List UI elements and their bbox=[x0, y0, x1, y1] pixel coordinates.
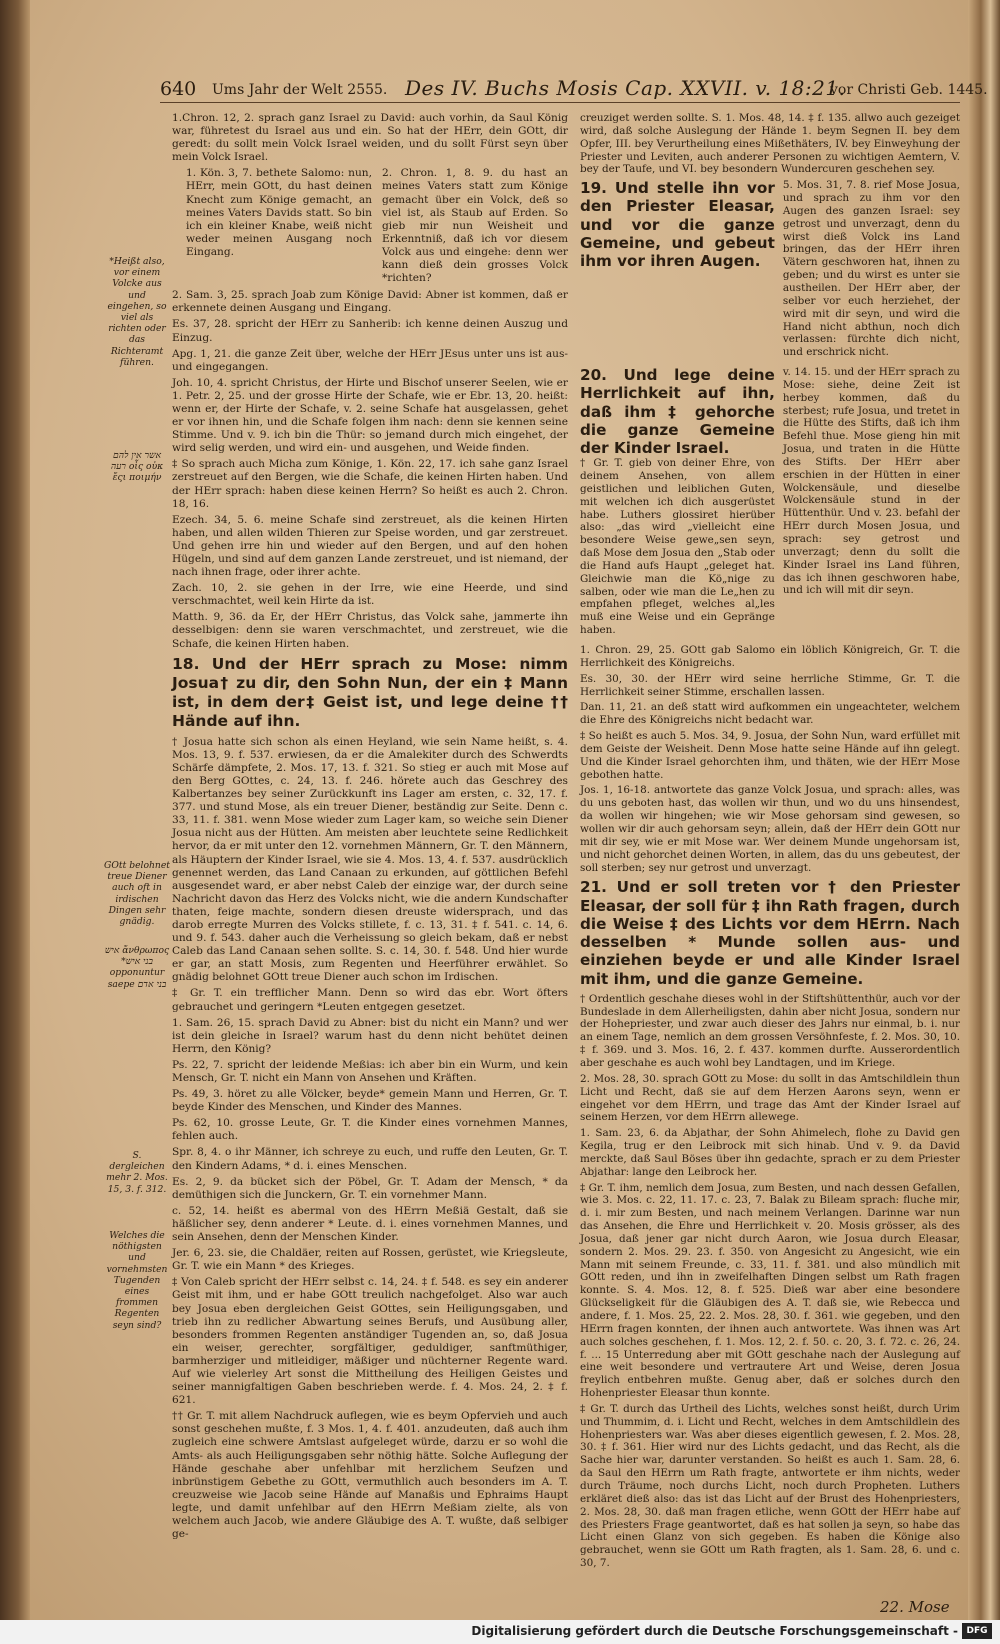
commentary-paragraph: ‡ Gr. T. ihm, nemlich dem Josua, zum Besten, und nach dessen Gefallen, wie 3. Mos. c. 22, 11. 17. c. 23, 7. Balak zu Bileam sprach: fluche mir, d. i. mir zum Besten, und nach meinem Verlangen. Darinne war nun das Ansehen, die Ehre und Herrlichkeit v. 20. Mosis grösser, als des Josua, daß jener gar nicht durch Aaron, wie Josua durch Eleasar, sondern 2. Mos. 29. 23. f. 350. von Angesicht zu Angesicht, wie ein Mann mit seinem Freunde, c. 33, 11. f. 381. und also mündlich mit GOtt reden, und ihn in zweifelhaften Dingen selbst um Rath fragen konnte. S. 4. Mos. 12, 8. f. 525. Dieß war aber eine besondere Glückseligkeit für die Gläubigen des A. T. daß sie, wie Rebecca und andere, f. 1. Mos. 25, 22. 2. Mos. 28, 30. f. 361. wie gegeben, und den HErrn fragen konnten, der ihnen auch antwortete. Was ihnen was Art auch solches geschehen, f. 1. Mos. 12, 2. f. 50. c. 20, 3. f. 72. c. 26, 24. f. ... 15 Unterredung aber mit GOtt geschahe nach der Auslegung auf eine weit besondere und vertrautere Art und Weise, deren Josua freylich entbehren mußte. Genug aber, daß er solches durch den Hohenpriester Eleasar thun konnte. bbox=[580, 1181, 960, 1400]
commentary-paragraph: Es. 30, 30. der HErr wird seine herrliche Stimme, Gr. T. die Herrlichkeit seiner Stimme, erschallen lassen. bbox=[580, 672, 960, 698]
bible-verse-20: 20. Und lege deine Herrlichkeit auf ihn, daß ihm ‡ gehorche die ganze Gemeine der Kinder Israel. bbox=[580, 366, 775, 457]
header-rule bbox=[160, 102, 960, 103]
commentary-paragraph: creuziget werden sollte. S. 1. Mos. 48, 14. ‡ f. 135. allwo auch gezeiget wird, daß solche Auslegung der Hände 1. beym Segnen II. bey dem Opfer, III. bey Verurtheilung eines Mißethäters, IV. bey Einweyhung der Priester und Leviten, auch anderer Personen zu wichtigen Aemtern, V. bey der Taufe, und VI. bey besondern Wundercuren geschehen sey. bbox=[580, 112, 960, 176]
margin-note: *Heißt also, vor einem Volcke aus und eingehen, so viel als richten oder das Richteramt führen. bbox=[107, 256, 167, 368]
catchword: 22. Mose bbox=[880, 1598, 950, 1616]
bible-verse-19: 19. Und stelle ihn vor den Priester Eleasar, und vor die ganze Gemeine, und gebeut ihm vor ihren Augen. bbox=[580, 179, 775, 271]
commentary-paragraph: ‡ Von Caleb spricht der HErr selbst c. 14, 24. ‡ f. 548. es sey ein anderer Geist mit ihm, und er habe GOtt treulich nachgefolget. Also war auch bey Josua eben dergleichen Geist GOttes, sein Heiligungsgaben, und trieb ihn zu redlicher Abwartung seines Berufs, und Ausübung aller, besonders frommen Regenten anständiger Tugenden an, so, daß Josua ein weiser, gerechter, sorgfältiger, geduldiger, sanftmüthiger, barmherziger und mitleidiger, mäßiger und nüchterner Regente ward. Auf wie vielerley Art sonst die Mittheilung des Heiligen Geistes und seiner mannigfaltigen Gaben beschrieben werde. f. 4. Mos. 24, 2. ‡ f. 621. bbox=[172, 1276, 568, 1407]
book-binding bbox=[0, 0, 30, 1644]
right-column bbox=[580, 112, 960, 1573]
margin-note: איש ἄνθρωπος *בני איש opponuntur saepe בני אדם bbox=[104, 945, 170, 990]
commentary-paragraph: Apg. 1, 21. die ganze Zeit über, welche der HErr JEsus unter uns ist aus- und eingegangen. bbox=[172, 347, 568, 373]
running-title: Des IV. Buchs Mosis Cap. XXVII. v. 18:21. bbox=[405, 76, 846, 100]
commentary-paragraph: Ps. 22, 7. spricht der leidende Meßias: ich aber bin ein Wurm, und kein Mensch, Gr. T. nicht ein Mann von Ansehen und Kräften. bbox=[172, 1058, 568, 1084]
margin-note: S. dergleichen mehr 2. Mos. 15, 3. f. 312. bbox=[106, 1150, 168, 1195]
commentary-paragraph: ‡ So heißt es auch 5. Mos. 34, 9. Josua, der Sohn Nun, ward erfüllet mit dem Geiste der Weisheit. Denn Mose hatte seine Hände auf ihn gelegt. Und die Kinder Israel gehorchten ihm, und thäten, wie der HErr Mose gebothen hatte. bbox=[580, 730, 960, 781]
commentary-paragraph: 1.Chron. 12, 2. sprach ganz Israel zu David: auch vorhin, da Saul König war, führetest du Israel aus und ein. So hat der HErr, dein GOtt, dir geredt: du sollt mein Volck Israel weiden, und du sollt Fürst seyn über mein Volck Israel. bbox=[172, 112, 568, 164]
commentary-paragraph: †† Gr. T. mit allem Nachdruck auflegen, wie es beym Opfervieh und auch sonst geschehen mußte, f. 3 Mos. 1, 4. f. 401. anzudeuten, daß auch ihm zugleich eine schwere Amtslast aufgeleget würde, darzu er so wohl die Amts- als auch Heiligungsgaben sehr nöthig hätte. Solche Auflegung der Hände geschahe aber unfehlbar mit herzlichem Seufzen und inbrünstigem Gebethe zu GOtt, vermuthlich auch besonders im A. T. creuzweise wie Jacob seine Hände auf Manaßis und Ephraims Haupt legte, und damit unfehlbar auf den HErrn Meßiam zielte, als von welchem auch Jacob, wie andere Gläubige des A. T. wußte, daß selbiger ge- bbox=[172, 1410, 568, 1541]
margin-note: GOtt belohnet treue Diener auch oft in irdischen Dingen sehr gnädig. bbox=[104, 860, 170, 928]
commentary-paragraph: Matth. 9, 36. da Er, der HErr Christus, das Volck sahe, jammerte ihn desselbigen: denn sie waren verschmachtet, und zerstreuet, wie die Schafe, die keinen Hirten haben. bbox=[172, 611, 568, 650]
verse-with-commentary bbox=[580, 366, 960, 640]
commentary-paragraph: 2. Mos. 28, 30. sprach GOtt zu Mose: du sollt in das Amtschildlein thun Licht und Recht, daß sie auf dem Herzen Aarons seyn, wenn er eingehet vor dem HErrn, und trage das Amt der Kinder Israel auf seinem Herzen, vor dem HErrn allewege. bbox=[580, 1072, 960, 1124]
commentary-paragraph: 1. Kön. 3, 7. bethete Salomo: nun, HErr, mein GOtt, du hast deinen Knecht zum Könige gemacht, an meines Vaters Davids statt. So bin ich ein kleiner Knabe, weiß nicht weder meinen Ausgang noch Eingang. bbox=[186, 167, 372, 258]
commentary-paragraph: 1. Sam. 26, 15. sprach David zu Abner: bist du nicht ein Mann? und wer ist dein gleiche in Israel? warum hast du denn nicht behütet deinen Herrn, den König? bbox=[172, 1016, 568, 1055]
commentary-paragraph: 1. Chron. 29, 25. GOtt gab Salomo ein löblich Königreich, Gr. T. die Herrlichkeit des Königreichs. bbox=[580, 644, 960, 669]
commentary-paragraph: Es. 37, 28. spricht der HErr zu Sanherib: ich kenne deinen Auszug und Einzug. bbox=[172, 318, 568, 344]
commentary-paragraph: Ps. 49, 3. höret zu alle Völcker, beyde* gemein Mann und Herren, Gr. T. beyde Kinder des Menschen, und Kinder des Mannes. bbox=[172, 1088, 568, 1114]
commentary-paragraph: Ps. 62, 10. grosse Leute, Gr. T. die Kinder eines vornehmen Mannes, fehlen auch. bbox=[172, 1117, 568, 1143]
running-era: vor Christi Geb. 1445. bbox=[830, 82, 988, 98]
bible-verse-18: 18. Und der HErr sprach zu Mose: nimm Josua† zu dir, den Sohn Nun, der ein ‡ Mann ist, in dem der‡ Geist ist, und lege deine †† Hände auf ihn. bbox=[172, 654, 568, 730]
commentary-paragraph: Es. 2, 9. da bücket sich der Pöbel, Gr. T. Adam der Mensch, * da demüthigen sich die Junckern, Gr. T. ein vornehmer Mann. bbox=[172, 1175, 568, 1201]
commentary-paragraph: ‡ Gr. T. ein trefflicher Mann. Denn so wird das ebr. Wort öfters gebrauchet und geringern *Leuten entgegen gesetzet. bbox=[172, 987, 568, 1013]
commentary-paragraph: † Josua hatte sich schon als einen Heyland, wie sein Name heißt, s. 4. Mos. 13, 9. f. 537. erwiesen, da er die Amalekiter durch des Schwerdts Schärfe dämpfete, 2. Mos. 17, 13. f. 321. So stieg er auch mit Mose auf den Berg GOttes, c. 24, 13. f. 246. hörete auch das Geschrey des Kalbertanzes bey seiner Zurückkunft ins Lager am ersten, c. 32, 17. f. 377. und stund Mose, als ein treuer Diener, beständig zur Seite. Denn c. 33, 11. f. 381. wenn Mose wieder zum Lager kam, so weiche sein Diener Josua nicht aus der Hütten. Am meisten aber leuchtete seine Redlichkeit hervor, da er mit unter den 12. vornehmen Männern, Gr. T. den Männern, als Häuptern der Kinder Israel, wie sie 4. Mos. 13, 4. f. 537. ausdrücklich genennet werden, das Land Canaan zu erkunden, auf göttlichen Befehl ausgesendet ward, er aber nebst Caleb der einzige war, der durch seine Nachricht davon das Herz des Volcks nicht, wie die andern Kundschafter thaten, feige machte, sondern diesen dreuste widersprach, und das darob erregte Murren des Volcks stillete, f. c. 13, 31. ‡ f. 541. c. 14, 6. und 9. f. 543. daher auch die Verheissung so gleich bekam, daß er nebst Caleb das Land Canaan sehen sollte. S. c. 14, 30. f. 548. Und hier wurde er gar, an statt Mosis, zum Regenten und Heerführer erwählet. So gnädig belohnet GOtt treue Diener auch schon im Irdischen. bbox=[172, 735, 568, 984]
commentary-paragraph: Jos. 1, 16-18. antwortete das ganze Volck Josua, und sprach: alles, was du uns geboten hast, das wollen wir thun, und wo du uns hinsendest, da wollen wir hingehen; wie wir Mose gehorsam sind gewesen, so wollen wir dir auch gehorsam seyn; allein, daß der HErr dein GOtt nur mit dir sey, wie er mit Mose war. Wer deinem Munde ungehorsam ist, und nicht gehorchet deinen Worten, in allem, das du uns gebeutest, der soll sterben; sey nur getrost und unverzagt. bbox=[580, 784, 960, 874]
digitization-footer bbox=[0, 1620, 1000, 1644]
running-year: Ums Jahr der Welt 2555. bbox=[212, 82, 388, 98]
dfg-logo: DFG bbox=[962, 1623, 992, 1639]
commentary-paragraph: Ezech. 34, 5. 6. meine Schafe sind zerstreuet, als die keinen Hirten haben, und allen wilden Thieren zur Speise worden, und gar zerstreuet. Und gehen irre hin und wieder auf den Bergen, und auf den hohen Hügeln, und sind auf dem ganzen Lande zerstreuet, und ist niemand, der nach ihnen frage, oder ihrer achte. bbox=[172, 513, 568, 579]
commentary-paragraph: ‡ Gr. T. durch das Urtheil des Lichts, welches sonst heißt, durch Urim und Thummim, d. i. Licht und Recht, welches in dem Amtschildlein des Hohenpriesters war. Was aber dieses eigentlich gewesen, f. 2. Mos. 28, 30. ‡ f. 361. Hier wird nur des Lichts gedacht, und das Recht, als die Sache hier war, darunter verstanden. So heißt es auch 1. Sam. 28, 6. da Saul den HErrn um Rath fragte, antwortete er ihm nichts, weder durch Träume, noch durchs Licht, noch durch Propheten. Luthers erkläret dieß also: das ist das Licht auf der Brust des Hohenpriesters, 2. Mos. 28, 30. daß man fragen etliche, wenn GOtt der HErr habe auf des Priesters Frage geantwortet, daß es hat sollen ja seyn, so habe das Licht einen Glanz von sich gegeben. Es haben die Könige also gebrauchet, wenn sie GOtt um Rath fragten, als 1. Sam. 28, 6. und c. 30, 7. bbox=[580, 1402, 960, 1570]
commentary-paragraph: 5. Mos. 31, 7. 8. rief Mose Josua, und sprach zu ihm vor den Augen des ganzen Israel: sey getrost und unverzagt, denn du wirst dieß Volck ins Land bringen, das der HErr ihren Vätern geschworen hat, ihnen zu geben; und du wirst es unter sie austheilen. Der HErr aber, der selber vor euch herziehet, der wird mit dir seyn, und wird die Hand nicht abthun, noch dich verlassen: fürchte dich nicht, und erschrick nicht. bbox=[782, 179, 960, 359]
commentary-paragraph: 2. Sam. 3, 25. sprach Joab zum Könige David: Abner ist kommen, daß er erkennete deinen Ausgang und Eingang. bbox=[172, 289, 568, 315]
margin-note: אשר אין להם רעה οἷς οὐκ ἔςι ποιμήν bbox=[110, 450, 164, 484]
bible-verse-21: 21. Und er soll treten vor † den Priester Eleasar, der soll für ‡ ihn Rath fragen, durch die Weise ‡ des Lichts vor dem HErrn. Nach desselben * Munde sollen aus- und einziehen beyde er und alle Kinder Israel mit ihm, und die ganze Gemeine. bbox=[580, 878, 960, 988]
funding-notice: Digitalisierung gefördert durch die Deutsche Forschungsgemeinschaft - bbox=[471, 1624, 958, 1638]
commentary-paragraph: Jer. 6, 23. sie, die Chaldäer, reiten auf Rossen, gerüstet, wie Kriegsleute, Gr. T. wie ein Mann * des Krieges. bbox=[172, 1247, 568, 1273]
split-paragraphs bbox=[186, 167, 568, 285]
commentary-paragraph: Dan. 11, 21. an deß statt wird aufkommen ein ungeachteter, welchem die Ehre des Königreichs nicht bedacht war. bbox=[580, 701, 960, 727]
margin-note: Welches die nöthigsten und vornehmsten Tugenden eines frommen Regenten seyn sind? bbox=[106, 1230, 168, 1331]
commentary-paragraph: † Gr. T. gieb von deiner Ehre, von deinem Ansehen, von allem geistlichen und leiblichen Guten, mit welchen ich dich ausgerüstet habe. Luthers glossiret hierüber also: „das wird „vielleicht eine besondere Weise gewe„sen seyn, daß Mose dem Josua den „Stab oder die Hand aufs Haupt „geleget hat. Gleichwie man die Kö„nige zu salben, oder wie man die Le„hen zu empfahen pfleget, welches al„les muß eine Weise und ein Gepränge haben. bbox=[580, 457, 775, 637]
commentary-paragraph: c. 52, 14. heißt es abermal von des HErrn Meßiä Gestalt, daß sie häßlicher sey, denn anderer * Leute. d. i. eines vornehmen Mannes, und sein Ansehen, denn der Menschen Kinder. bbox=[172, 1204, 568, 1244]
commentary-paragraph: Spr. 8, 4. o ihr Männer, ich schreye zu euch, und ruffe den Leuten, Gr. T. den Kindern Adams, * d. i. eines Menschen. bbox=[172, 1146, 568, 1172]
page-number: 640 bbox=[160, 78, 197, 100]
commentary-paragraph: 2. Chron. 1, 8. 9. du hast an meines Vaters statt zum Könige gemacht über ein Volck, deß so viel ist, als Staub auf Erden. So gieb mir nun Weisheit und Erkenntniß, daß ich vor diesem Volck aus und eingehe: denn wer kann dieß dein grosses Volck *richten? bbox=[382, 167, 568, 285]
left-column bbox=[172, 112, 568, 1544]
commentary-paragraph: v. 14. 15. und der HErr sprach zu Mose: siehe, deine Zeit ist herbey kommen, daß du sterbest; rufe Josua, und tretet in die Hütte des Stifts, daß ich ihm Befehl thue. Mose gieng hin mit Josua, und traten in die Hütte des Stifts. Der HErr aber erschien in der Hütten in einer Wolckensäule, und dieselbe Wolckensäule stund in der Hüttenthür. Und v. 23. befahl der HErr durch Mosen Josua, und sprach: sey getrost und unverzagt; denn du sollt die Kinder Israel ins Land führen, das ich ihnen geschworen habe, und ich will mit dir seyn. bbox=[782, 366, 960, 597]
commentary-paragraph: 1. Sam. 23, 6. da Abjathar, der Sohn Ahimelech, flohe zu David gen Kegila, trug er den Leibrock mit sich hinab. Und v. 9. da David merckte, daß Saul Böses über ihn gedachte, sprach er zu dem Priester Abjathar: lange den Leibrock her. bbox=[580, 1127, 960, 1178]
commentary-paragraph: Zach. 10, 2. sie gehen in der Irre, wie eine Heerde, und sind verschmachtet, weil kein Hirte da ist. bbox=[172, 582, 568, 608]
page-edges bbox=[968, 0, 1000, 1620]
commentary-paragraph: Joh. 10, 4. spricht Christus, der Hirte und Bischof unserer Seelen, wie er 1. Petr. 2, 25. und der grosse Hirte der Schafe, wie er Ebr. 13, 20. heißt: wenn er, der Hirte der Schafe, v. 2. seine Schafe hat ausgelassen, gehet er vor ihnen hin, und die Schafe folgen ihm nach: denn sie kennen seine Stimme. Und v. 9. ich bin die Thür: so jemand durch mich eingehet, der wird selig werden, und wird ein- und ausgehen, und Weide finden. bbox=[172, 376, 568, 455]
commentary-paragraph: ‡ So sprach auch Micha zum Könige, 1. Kön. 22, 17. ich sahe ganz Israel zerstreuet auf den Bergen, wie die Schafe, die keinen Hirten haben. Und der HErr sprach: haben diese keinen Herrn? So heißt es auch 2. Chron. 18, 16. bbox=[172, 458, 568, 510]
verse-block bbox=[580, 366, 775, 640]
commentary-paragraph: † Ordentlich geschahe dieses wohl in der Stiftshüttenthür, auch vor der Bundeslade in dem Allerheiligsten, dahin aber nicht Josua, sondern nur der Hohepriester, und zwar auch dieser des Jahrs nur einmal, b. i. nur an einem Tage, nemlich an dem grossen Versöhnfeste, f. 2. Mos. 30, 10. ‡ f. 369. und 3. Mos. 16, 2. f. 437. kommen durfte. Ausserordentlich aber geschahe es auch wohl bey Landtagen, und im Kriege. bbox=[580, 992, 960, 1069]
verse-with-commentary bbox=[580, 179, 960, 362]
